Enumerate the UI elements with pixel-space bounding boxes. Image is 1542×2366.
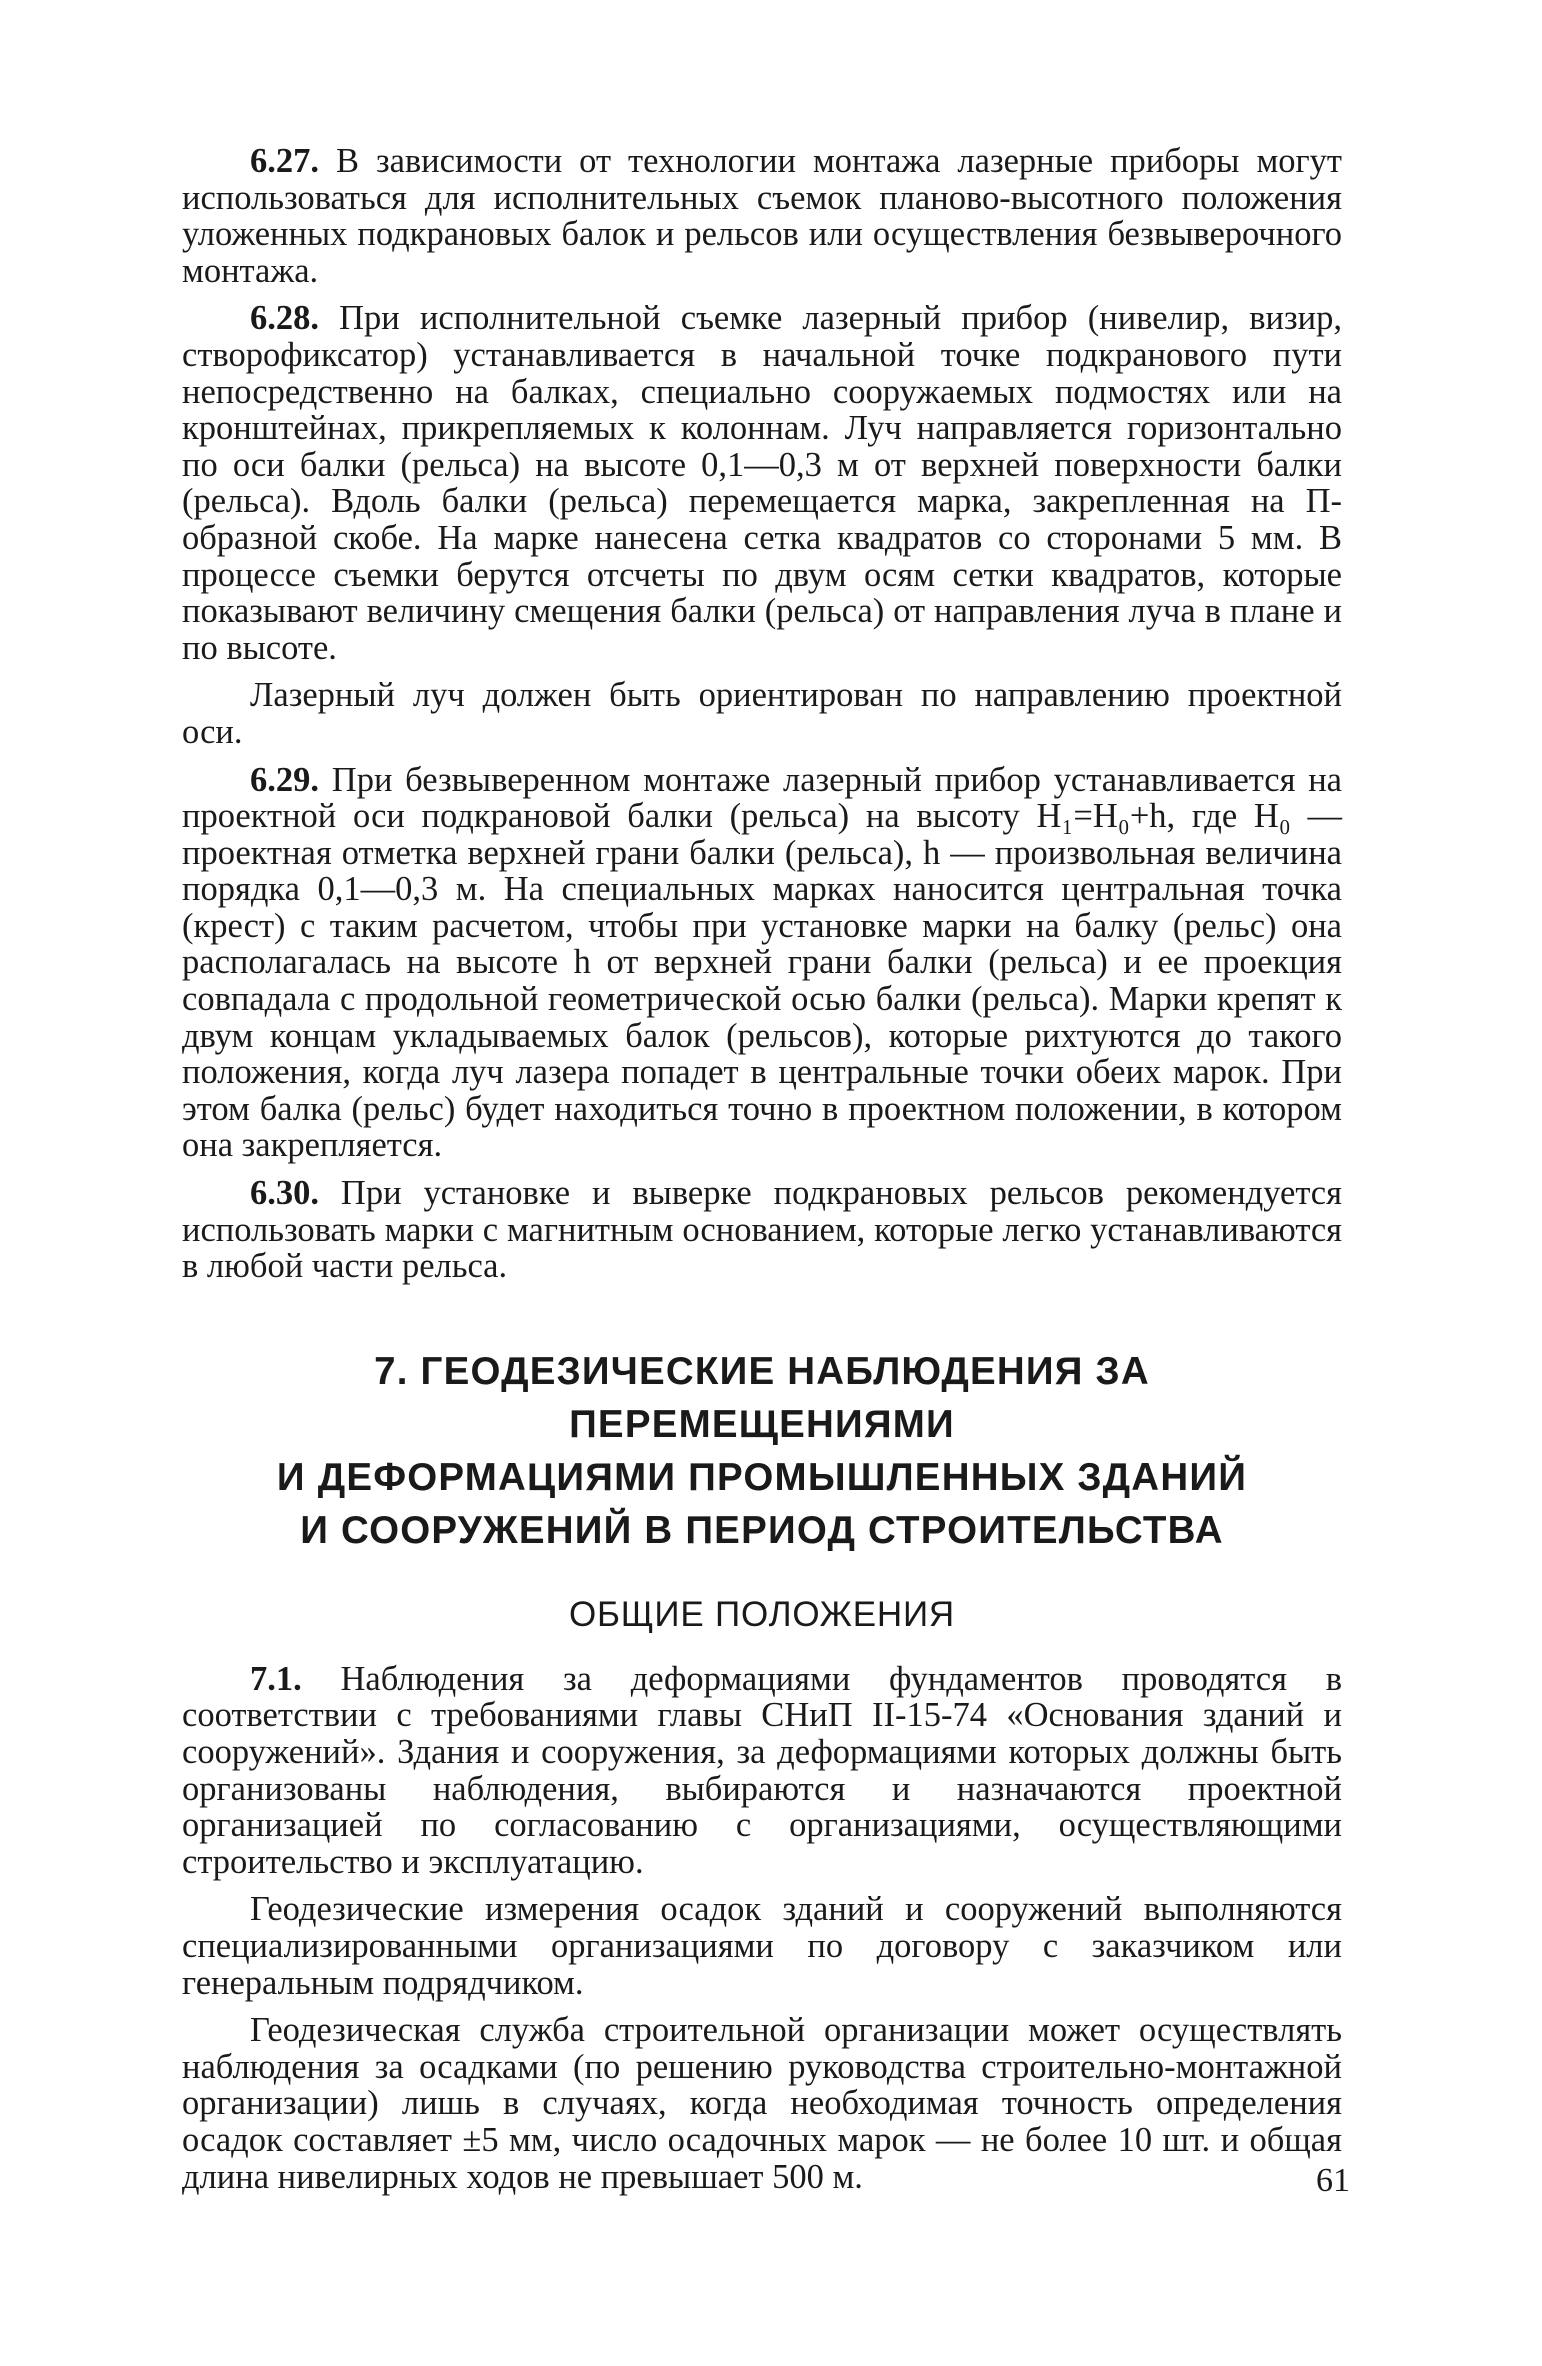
chapter-heading — [182, 1345, 1342, 1557]
paragraph-geodetic-measurements — [182, 1891, 1342, 2001]
chapter-heading-line-2: И ДЕФОРМАЦИЯМИ ПРОМЫШЛЕННЫХ ЗДАНИЙ — [276, 1455, 1248, 1499]
paragraph-6-29 — [182, 762, 1342, 1165]
paragraph-6-28 — [182, 300, 1342, 666]
paragraph-6-30 — [182, 1175, 1342, 1285]
paragraph-number: 6.30. — [250, 1174, 319, 1213]
paragraph-text: Геодезическая служба строительной организации может осуществлять наблюдения за осадками (по решению руководства строительно-монтажной организации) лишь в случаях, когда необходимая точность определения осадок составляет ±5 мм, число осадочных марок — не более 10 шт. и общая длина нивелирных ходов не превышает 500 м. — [182, 2011, 1342, 2196]
paragraph-number: 6.28. — [250, 299, 319, 338]
paragraph-text: Геодезические измерения осадок зданий и сооружений выполняются специализированными организациями по договору с заказчиком или генеральным подрядчиком. — [182, 1890, 1342, 2002]
bottom-paragraphs — [182, 1661, 1342, 2195]
paragraph-7-1 — [182, 1661, 1342, 1881]
chapter-heading-line-1: 7. ГЕОДЕЗИЧЕСКИЕ НАБЛЮДЕНИЯ ЗА ПЕРЕМЕЩЕНИЯМИ — [374, 1349, 1150, 1446]
paragraph-text: В зависимости от технологии монтажа лазерные приборы могут использоваться для исполнительных съемок планово-высотного положения уложенных подкрановых балок и рельсов или осуществления безвыверочного монтажа. — [182, 142, 1342, 290]
paragraph-number: 6.27. — [250, 142, 319, 180]
page-number: 61 — [1316, 2162, 1350, 2199]
paragraph-number: 6.29. — [250, 760, 319, 799]
section-heading: ОБЩИЕ ПОЛОЖЕНИЯ — [568, 1594, 955, 1634]
paragraph-text: При исполнительной съемке лазерный прибор (нивелир, визир, створофиксатор) устанавливается в начальной точке подкранового пути непосредственно на балках, специально сооружаемых подмостях или на кронштейнах, прикрепляемых к колоннам. Луч направляется горизонтально по оси балки (рельса) на высоте 0,1—0,3 м от верхней поверхности балки (рельса). Вдоль балки (рельса) перемещается марка, закрепленная на П-образной скобе. На марке нанесена сетка квадратов со сторонами 5 мм. В процессе съемки берутся отсчеты по двум осям сетки квадратов, которые показывают величину смещения балки (рельса) от направления луча в плане и по высоте. — [182, 299, 1342, 667]
paragraph-laser-orientation — [182, 677, 1342, 750]
paragraph-geodetic-service — [182, 2012, 1342, 2195]
paragraph-text: Лазерный луч должен быть ориентирован по направлению проектной оси. — [182, 676, 1342, 751]
page-body — [182, 143, 1342, 2195]
paragraph-text: Наблюдения за деформациями фундаментов проводятся в соответствии с требованиями главы СНиП II-15-74 «Основания зданий и сооружений». Здания и сооружения, за деформациями которых должны быть организованы наблюдения, выбираются и назначаются проектной организацией по согласованию с организациями, осуществляющими строительство и эксплуатацию. — [182, 1659, 1342, 1881]
paragraph-number: 7.1. — [250, 1659, 302, 1698]
top-paragraphs — [182, 143, 1342, 1285]
chapter-heading-line-3: И СООРУЖЕНИЙ В ПЕРИОД СТРОИТЕЛЬСТВА — [300, 1508, 1224, 1552]
paragraph-text: При безвыверенном монтаже лазерный прибор устанавливается на проектной оси подкрановой балки (рельса) на высоту H₁=H₀+h, где H₀ — проектная отметка верхней грани балки (рельса), h — произвольная величина порядка 0,1—0,3 м. На специальных марках наносится центральная точка (крест) с таким расчетом, чтобы при установке марки на балку (рельс) она располагалась на высоте h от верхней грани балки (рельса) и ее проекция совпадала с продольной геометрической осью балки (рельса). Марки крепят к двум концам укладываемых балок (рельсов), которые рихтуются до такого положения, когда луч лазера попадет в центральные точки обеих марок. При этом балка (рельс) будет находиться точно в проектном положении, в котором она закрепляется. — [182, 760, 1342, 1165]
paragraph-6-27 — [182, 143, 1342, 289]
paragraph-text: При установке и выверке подкрановых рельсов рекомендуется использовать марки с магнитным основанием, которые легко устанавливаются в любой части рельса. — [182, 1174, 1342, 1286]
